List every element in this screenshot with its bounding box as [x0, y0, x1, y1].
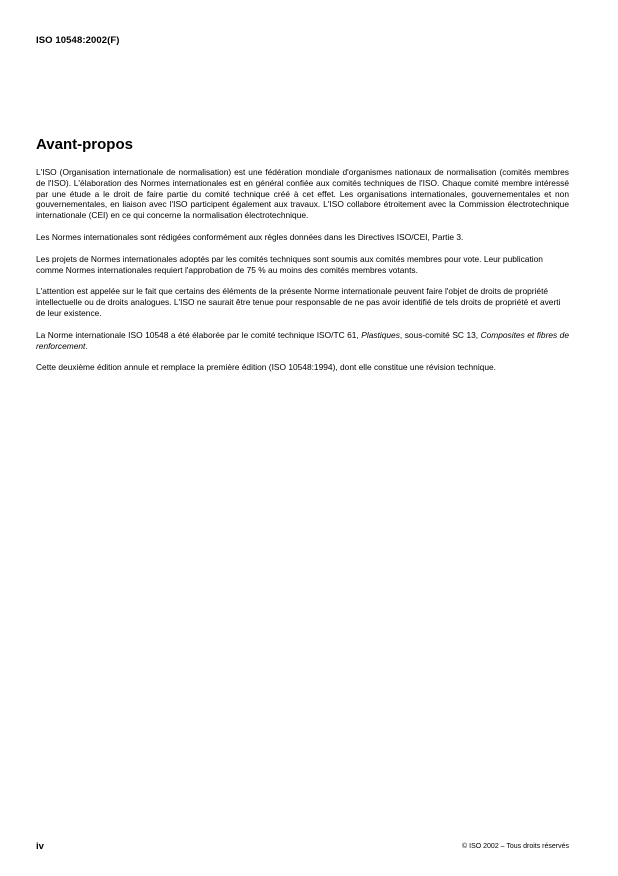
subcommittee-name: Composites et fibres de renforcement [36, 329, 570, 351]
paragraph-voting: Les projets de Normes internationales adoptés par les comités techniques sont soumis aux comités membres pour vote. Leur publication comme Normes internationales requiert l'approbation de 75 % au moins des comités membres votants. [36, 253, 543, 275]
paragraph-drafting-rules: Les Normes internationales sont rédigées conformément aux règles données dans les Directives ISO/CEI, Partie 3. [36, 231, 464, 242]
page-title: Avant-propos [36, 136, 133, 153]
committee-name: Plastiques [361, 329, 400, 340]
paragraph-iso-organization: L'ISO (Organisation internationale de normalisation) est une fédération mondiale d'organismes nationaux de normalisation (comités membres de l'ISO). L'élaboration des Normes internationales est en général confiée aux comités techniques de l'ISO. Chaque comité membre intéressé par une étude a le droit de faire partie du comité technique créé à cet effet. Les organisations internationales, gouvernementales et non gouvernementales, en liaison avec l'ISO participent également aux travaux. L'ISO collabore étroitement avec la Commission électrotechnique internationale (CEI) en ce qui concerne la normalisation électrotechnique. [36, 167, 569, 221]
paragraph-patent-rights: L'attention est appelée sur le fait que certains des éléments de la présente Norme internationale peuvent faire l'objet de droits de propriété intellectuelle ou de droits analogues. L'ISO ne saurait être tenue pour responsable de ne pas avoir identifié de tels droits de propriété et averti de leur existence. [36, 286, 561, 318]
committee-text-middle: , sous-comité SC 13, [399, 329, 481, 340]
document-id: ISO 10548:2002(F) [36, 35, 120, 46]
paragraph-committee [36, 330, 569, 352]
paragraph-edition: Cette deuxième édition annule et remplace la première édition (ISO 10548:1994), dont elle constitue une révision technique. [36, 362, 496, 373]
committee-text-prefix: La Norme internationale ISO 10548 a été élaborée par le comité technique ISO/TC 61, [36, 329, 362, 340]
page-number: iv [36, 841, 44, 852]
committee-text-suffix: . [85, 340, 88, 351]
copyright-notice: © ISO 2002 – Tous droits réservés [462, 843, 569, 850]
foreword-body [36, 167, 569, 384]
